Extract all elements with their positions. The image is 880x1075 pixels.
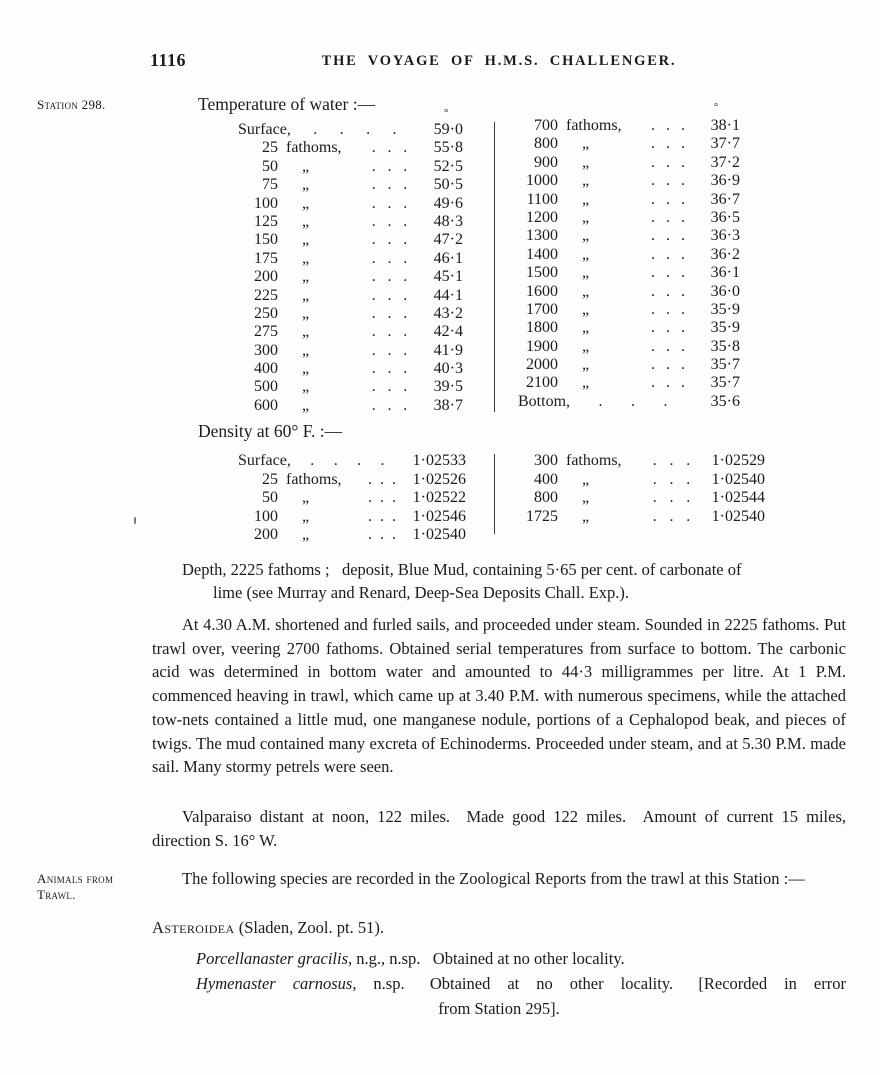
value: 52·5 (433, 157, 463, 175)
table-row (238, 452, 466, 471)
value: 39·5 (433, 378, 463, 396)
depth-paragraph-line1: Depth, 2225 fathoms ; deposit, Blue Mud, containing 5·65 per cent. of carbonate of (182, 560, 742, 579)
dot-leader: . . . (651, 153, 685, 171)
value: 45·1 (433, 268, 463, 286)
value: 1·02526 (412, 470, 466, 488)
table-row (518, 489, 765, 508)
table-row (518, 246, 740, 264)
depth-label: 1725 (526, 507, 558, 525)
depth-label: 75 (262, 176, 278, 194)
species-name: Porcellanaster gracilis (196, 949, 348, 968)
dot-leader: . . . (371, 396, 408, 414)
dot-leader: . . . (368, 526, 396, 544)
species-note: , n.g., n.sp. Obtained at no other locality. (348, 949, 625, 968)
table-row (238, 526, 466, 545)
depth-label: 2100 (526, 374, 558, 392)
species-note: , n.sp. Obtained at no other locality. [Recorded in error (352, 974, 846, 993)
unit-label: „ (302, 212, 310, 230)
depth-label: 800 (534, 489, 558, 507)
unit-label: „ (302, 268, 310, 286)
table-row (238, 268, 463, 286)
unit-label: „ (582, 356, 590, 374)
dot-leader: . . . (598, 392, 668, 410)
dot-leader: . . . (651, 374, 685, 392)
value: 1·02522 (412, 489, 466, 507)
table-row (238, 121, 463, 139)
table-row (518, 264, 740, 282)
running-title: THE VOYAGE OF H.M.S. CHALLENGER. (321, 53, 677, 69)
value: 40·3 (433, 360, 463, 378)
dot-leader: . . . (651, 172, 685, 190)
unit-label: „ (582, 245, 590, 263)
depth-label: 225 (254, 286, 278, 304)
table-row (518, 301, 740, 319)
value: 38·7 (433, 396, 463, 414)
dot-leader: . . . (371, 231, 408, 249)
depth-label: 300 (254, 341, 278, 359)
species-intro-paragraph: The following species are recorded in the Zoological Reports from the trawl at this Station :— (182, 869, 805, 888)
value: 44·1 (433, 286, 463, 304)
table-row (518, 172, 740, 190)
table-row (238, 195, 463, 213)
value: 35·8 (710, 337, 740, 355)
unit-label: „ (302, 526, 310, 544)
depth-label: 500 (254, 378, 278, 396)
table-row (238, 397, 463, 415)
dot-leader: . . . (651, 190, 685, 208)
value: 37·2 (710, 153, 740, 171)
density-table-left-column (238, 452, 466, 545)
table-row (518, 209, 740, 227)
unit-label: fathoms, (566, 117, 622, 134)
dot-leader: . . . (652, 452, 691, 469)
dot-leader: . . . (371, 323, 408, 341)
degree-symbol: ° (444, 107, 449, 119)
depth-label: 1000 (526, 172, 558, 190)
value: 1·02533 (412, 452, 466, 469)
depth-label: 175 (254, 249, 278, 267)
value: 1·02540 (711, 507, 765, 525)
depth-label: 1500 (526, 264, 558, 282)
table-row (518, 452, 765, 471)
temperature-table-left-column (238, 121, 463, 415)
value: 47·2 (433, 231, 463, 249)
value: 36·9 (710, 172, 740, 190)
value: 36·3 (710, 227, 740, 245)
species-entry (196, 947, 851, 971)
dot-leader: . . . (371, 194, 408, 212)
unit-label: „ (302, 176, 310, 194)
dot-leader: . . . (651, 337, 685, 355)
depth-label: 1400 (526, 245, 558, 263)
degree-symbol: ° (714, 101, 719, 113)
depth-label: 1200 (526, 208, 558, 226)
depth-label: 2000 (526, 356, 558, 374)
unit-label: „ (582, 208, 590, 226)
column-divider (494, 122, 495, 412)
unit-label: „ (582, 300, 590, 318)
table-row (518, 135, 740, 153)
dot-leader: . . . (371, 304, 408, 322)
unit-label: „ (302, 286, 310, 304)
table-row (518, 374, 740, 392)
value: 43·2 (433, 304, 463, 322)
unit-label: „ (302, 194, 310, 212)
depth-label: Surface, (238, 452, 291, 469)
unit-label: „ (582, 190, 590, 208)
dot-leader: . . . (651, 264, 685, 282)
page-number: 1116 (150, 50, 187, 70)
value: 41·9 (433, 341, 463, 359)
depth-label: 125 (254, 212, 278, 230)
depth-label: 600 (254, 396, 278, 414)
table-row (238, 158, 463, 176)
depth-label: 1800 (526, 319, 558, 337)
unit-label: „ (582, 507, 590, 525)
depth-label: 900 (534, 153, 558, 171)
depth-label: 1100 (526, 190, 558, 208)
table-row (238, 489, 466, 508)
unit-label: „ (582, 337, 590, 355)
dot-leader: . . . (652, 507, 691, 525)
unit-label: „ (582, 264, 590, 282)
dot-leader: . . . (371, 360, 408, 378)
dot-leader: . . . (371, 212, 408, 230)
value: 38·1 (710, 117, 740, 134)
dot-leader: . . . (652, 489, 691, 507)
unit-label: „ (582, 489, 590, 507)
dot-leader: . . . (652, 470, 691, 488)
table-row (518, 319, 740, 337)
table-row (238, 213, 463, 231)
table-row (238, 231, 463, 249)
unit-label: fathoms, (286, 139, 342, 157)
table-row (518, 117, 740, 135)
depth-label: 25 (262, 139, 278, 157)
unit-label: „ (302, 396, 310, 414)
depth-label: 250 (254, 304, 278, 322)
depth-label: 1900 (526, 337, 558, 355)
value: 48·3 (433, 212, 463, 230)
dot-leader: . . . (371, 139, 408, 157)
table-row (518, 508, 765, 527)
value: 1·02529 (711, 452, 765, 469)
depth-label: 400 (254, 360, 278, 378)
value: 36·5 (710, 208, 740, 226)
table-row (238, 378, 463, 396)
unit-label: fathoms, (566, 452, 622, 469)
value: 36·2 (710, 245, 740, 263)
table-row (238, 287, 463, 305)
unit-label: „ (302, 157, 310, 175)
depth-label: Bottom, (518, 392, 571, 410)
value: 55·8 (433, 139, 463, 157)
dot-leader: . . . (368, 470, 396, 488)
dot-leader: . . . (651, 227, 685, 245)
value: 35·7 (710, 356, 740, 374)
temperature-table-right-column (518, 117, 740, 411)
value: 49·6 (433, 194, 463, 212)
species-entry-continuation: from Station 295]. (438, 999, 560, 1018)
value: 36·7 (710, 190, 740, 208)
value: 46·1 (433, 249, 463, 267)
depth-label: Surface, (238, 121, 291, 138)
depth-label: 50 (262, 489, 278, 507)
value: 42·4 (433, 323, 463, 341)
dot-leader: . . . (651, 135, 685, 153)
depth-label: 1600 (526, 282, 558, 300)
unit-label: „ (582, 470, 590, 488)
dot-leader: . . . (371, 286, 408, 304)
depth-label: 100 (254, 194, 278, 212)
unit-label: „ (582, 135, 590, 153)
value: 50·5 (433, 176, 463, 194)
table-row (238, 360, 463, 378)
dot-leader: . . . (371, 268, 408, 286)
dot-leader: . . . (368, 507, 396, 525)
dot-leader: . . . (371, 341, 408, 359)
table-row (238, 323, 463, 341)
unit-label: „ (582, 227, 590, 245)
table-row (238, 471, 466, 490)
depth-label: 275 (254, 323, 278, 341)
dot-leader: . . . (371, 157, 408, 175)
table-row (238, 176, 463, 194)
unit-label: „ (302, 489, 310, 507)
depth-label: 1300 (526, 227, 558, 245)
table-row (238, 342, 463, 360)
table-row (518, 227, 740, 245)
value: 1·02540 (711, 470, 765, 488)
unit-label: „ (302, 304, 310, 322)
species-entry (196, 972, 846, 996)
margin-note-animals-from-trawl: Animals from Trawl. (37, 871, 114, 902)
dot-leader: . . . (651, 208, 685, 226)
table-row (518, 283, 740, 301)
density-heading: Density at 60° F. :— (198, 421, 343, 441)
valparaiso-paragraph: Valparaiso distant at noon, 122 miles. Made good 122 miles. Amount of current 15 miles, direction S. 16° W. (152, 807, 846, 850)
table-row (518, 393, 740, 411)
value: 35·9 (710, 319, 740, 337)
depth-paragraph-line2: lime (see Murray and Renard, Deep-Sea Deposits Chall. Exp.). (213, 583, 630, 602)
table-row (238, 508, 466, 527)
value: 35·9 (710, 300, 740, 318)
unit-label: „ (302, 323, 310, 341)
value: 1·02544 (711, 489, 765, 507)
dot-leader: . . . (651, 245, 685, 263)
dot-leader: . . . (651, 356, 685, 374)
depth-label: 200 (254, 268, 278, 286)
unit-label: „ (582, 172, 590, 190)
unit-label: „ (302, 231, 310, 249)
depth-label: 800 (534, 135, 558, 153)
unit-label: „ (302, 507, 310, 525)
value: 36·0 (710, 282, 740, 300)
value: 59·0 (433, 121, 463, 138)
value: 35·6 (710, 392, 740, 410)
dot-leader: . . . (651, 282, 685, 300)
unit-label: fathoms, (286, 470, 342, 488)
taxon-group-name: Asteroidea (152, 918, 235, 937)
column-divider (494, 454, 495, 534)
value: 35·7 (710, 374, 740, 392)
dot-leader: . . . (651, 319, 685, 337)
dot-leader: . . . (371, 249, 408, 267)
dot-leader: . . . . (313, 121, 397, 138)
depth-label: 400 (534, 470, 558, 488)
value: 37·7 (710, 135, 740, 153)
depth-label: 700 (534, 117, 558, 134)
margin-note-station: Station 298. (37, 97, 106, 112)
depth-label: 25 (262, 470, 278, 488)
unit-label: „ (582, 153, 590, 171)
table-row (238, 250, 463, 268)
scan-artifact (134, 517, 136, 524)
unit-label: „ (302, 249, 310, 267)
depth-label: 50 (262, 157, 278, 175)
table-row (518, 191, 740, 209)
table-row (518, 154, 740, 172)
density-table-right-column (518, 452, 765, 526)
depth-label: 1700 (526, 300, 558, 318)
value: 36·1 (710, 264, 740, 282)
dot-leader: . . . (651, 117, 685, 134)
taxon-reference: (Sladen, Zool. pt. 51). (234, 918, 384, 937)
unit-label: „ (582, 374, 590, 392)
temperature-heading: Temperature of water :— (198, 94, 376, 114)
table-row (518, 471, 765, 490)
species-name: Hymenaster carnosus (196, 974, 353, 993)
depth-label: 300 (534, 452, 558, 469)
dot-leader: . . . (651, 300, 685, 318)
unit-label: „ (582, 319, 590, 337)
unit-label: „ (302, 341, 310, 359)
value: 1·02540 (412, 526, 466, 544)
unit-label: „ (302, 360, 310, 378)
table-row (518, 338, 740, 356)
unit-label: „ (302, 378, 310, 396)
asteroidea-heading (152, 918, 384, 938)
depth-label: 100 (254, 507, 278, 525)
value: 1·02546 (412, 507, 466, 525)
narrative-paragraph: At 4.30 A.M. shortened and furled sails, and proceeded under steam. Sounded in 2225 fathoms. Put trawl over, veering 2700 fathoms. Obtained serial temperatures from surface to bottom. The carbonic acid was determined in bottom water and amounted to 44·3 milligrammes per litre. At 1 P.M. commenced heaving in trawl, which came up at 3.40 P.M. with numerous specimens, while the attached tow-nets contained a little mud, one manganese nodule, portions of a Cephalopod beak, and pieces of twigs. The mud contained many excreta of Echinoderms. Proceeded under steam, and at 5.30 P.M. made sail. Many stormy petrels were seen. (152, 615, 846, 777)
dot-leader: . . . . (310, 452, 385, 469)
depth-label: 150 (254, 231, 278, 249)
dot-leader: . . . (371, 378, 408, 396)
dot-leader: . . . (371, 176, 408, 194)
table-row (238, 139, 463, 157)
dot-leader: . . . (368, 489, 396, 507)
unit-label: „ (582, 282, 590, 300)
table-row (518, 356, 740, 374)
depth-label: 200 (254, 526, 278, 544)
table-row (238, 305, 463, 323)
